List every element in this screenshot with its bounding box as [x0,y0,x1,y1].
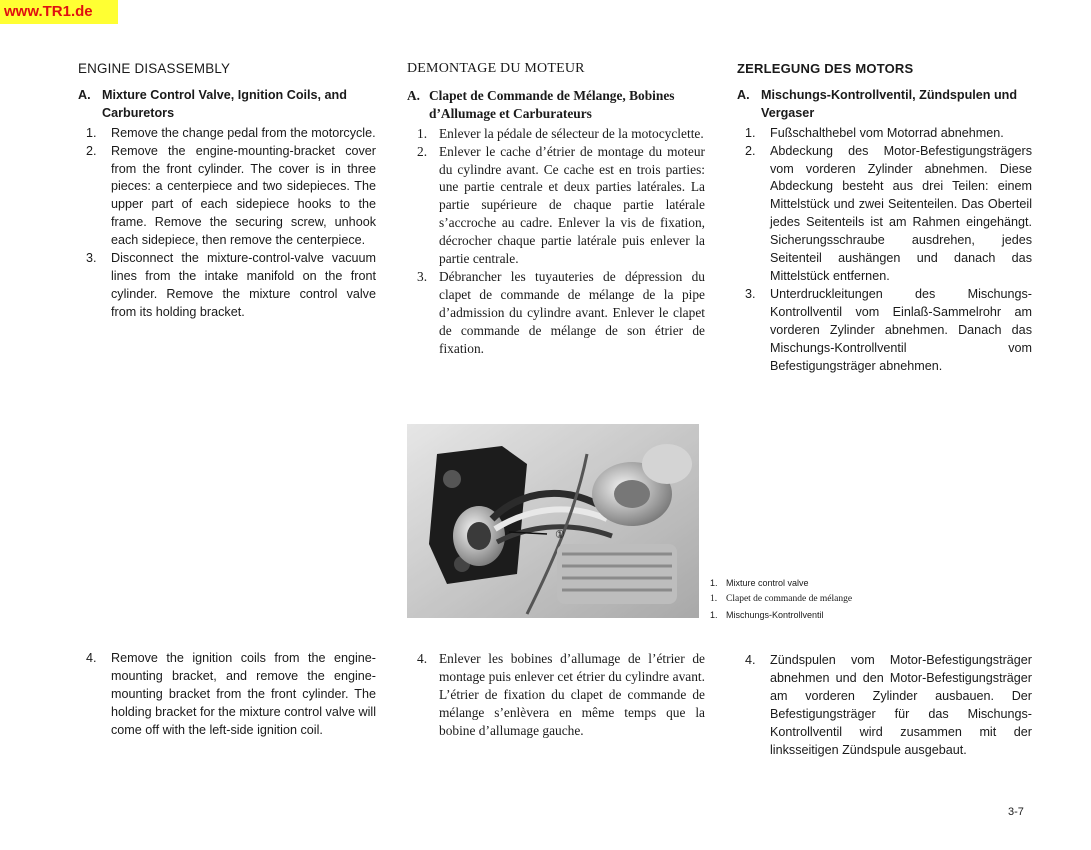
english-column [78,60,376,322]
english-column-lower [78,650,376,740]
step-item [407,650,705,740]
french-column [407,60,705,358]
french-section-title: DEMONTAGE DU MOTEUR [407,61,585,76]
subsection-title: Mixture Control Valve, Ignition Coils, and Carburetors [102,87,347,120]
subsection-title: Mischungs-Kontrollventil, Zündspulen und Vergaser [761,87,1018,120]
step-text: Débrancher les tuyauteries de dépression du clapet de commande de mélange de la pipe d’admission du cylindre avant. Enlever le clapet de commande de mélange de son étrier de fixation. [439,268,705,356]
step-item [737,286,1032,376]
step-text: Enlever la pédale de sélecteur de la motocyclette. [439,125,704,141]
step-number: 4. [745,653,756,667]
engine-photo [407,424,699,618]
caption-german [710,607,852,623]
step-item [737,125,1032,143]
subsection-letter: A. [407,87,421,103]
step-text: Abdeckung des Motor-Befestigungsträgers vom vorderen Zylinder abnehmen. Diese Abdeckung besteht aus drei Teilen: einem Mittelstück und zwei Seitenteilen. Das Oberteil jedes Seitenteils ist am Rahmen eingehängt. Sicherungsschraube ausdrehen, jedes Seitenteil aushängen und danach das Mittelstück entfernen. [770,143,1032,283]
site-watermark: www.TR1.de [0,0,118,24]
page-number: 3-7 [1008,806,1024,818]
step-text: Zündspulen vom Motor-Befestigungsträger abnehmen und den Motor-Befestigungsträger am vorderen Zylinder ausbauen. Der Befestigungsträger für das Mischungs-Kontrollventil wird zusammen mit der linksseitigen Zündspule ausgebaut. [770,653,1032,757]
german-column [737,60,1032,375]
step-number: 1. [417,125,428,141]
step-text: Remove the ignition coils from the engine-mounting bracket, and remove the engine-mounting bracket from the front cylinder. The holding bracket for the mixture control valve will come off with the left-side ignition coil. [111,651,376,737]
engine-photo-illustration [407,424,699,618]
callout-marker: ① [555,528,565,541]
french-column-lower [407,650,705,740]
figure-captions [710,575,852,623]
step-number: 1. [86,125,97,140]
caption-text: Mixture control valve [726,578,809,588]
subsection-letter: A. [78,87,91,102]
step-item [737,652,1032,759]
step-number: 4. [86,651,97,665]
step-text: Remove the change pedal from the motorcycle. [111,125,376,140]
step-number: 4. [417,651,428,666]
caption-number: 1. [710,594,718,604]
step-text: Enlever les bobines d’allumage de l’étrier de montage puis enlever cet étrier du cylindre avant. L’étrier de fixation du clapet de commande de mélange s’enlèvera en même temps que la bobine d’allumage gauche. [439,651,705,738]
step-number: 2. [417,143,428,159]
step-item [78,143,376,250]
caption-number: 1. [710,578,718,588]
subsection-letter: A. [737,87,750,102]
step-text: Fußschalthebel vom Motorrad abnehmen. [770,125,1004,140]
step-item [78,250,376,322]
caption-french [710,591,852,607]
english-section-title: ENGINE DISASSEMBLY [78,61,231,76]
caption-text: Clapet de commande de mélange [726,594,853,604]
german-subsection-heading [737,87,1032,123]
step-number: 2. [86,143,97,158]
step-number: 3. [86,251,97,266]
step-number: 2. [745,143,756,158]
step-item [407,125,705,143]
step-item [407,268,705,358]
step-item [78,125,376,143]
step-number: 3. [745,286,756,301]
caption-number: 1. [710,610,718,620]
caption-text: Mischungs-Kontrollventil [726,610,824,620]
german-section-title: ZERLEGUNG DES MOTORS [737,61,914,76]
step-item [78,650,376,740]
step-item [737,143,1032,286]
step-text: Disconnect the mixture-control-valve vacuum lines from the intake manifold on the front cylinder. Remove the mixture control valve from its holding bracket. [111,251,376,319]
subsection-title: Clapet de Commande de Mélange, Bobines d’Allumage et Carburateurs [429,87,675,121]
english-subsection-heading [78,87,376,123]
step-text: Remove the engine-mounting-bracket cover from the front cylinder. The cover is in three pieces: a centerpiece and two sidepieces. The upper part of each sidepiece hooks to the frame. Remove the securing screw, unhook each sidepiece, then remove the centerpiece. [111,143,376,248]
step-text: Enlever le cache d’étrier de montage du moteur du cylindre avant. Ce cache est en trois parties: une partie centrale et deux parties latérales. La partie supérieure de chaque partie latérale s’accroche au cadre. Enlever la vis de fixation, décrocher chaque partie latérale puis enlever la partie centrale. [439,143,705,267]
german-column-lower [737,652,1032,759]
step-item [407,143,705,268]
caption-english [710,575,852,591]
step-number: 3. [417,268,428,284]
step-text: Unterdruckleitungen des Mischungs-Kontrollventil vom Einlaß-Sammelrohr am vorderen Zylinder abnehmen. Danach das Mischungs-Kontrollventil vom Befestigungsträger abnehmen. [770,286,1032,373]
french-subsection-heading [407,87,705,123]
step-number: 1. [745,125,756,140]
